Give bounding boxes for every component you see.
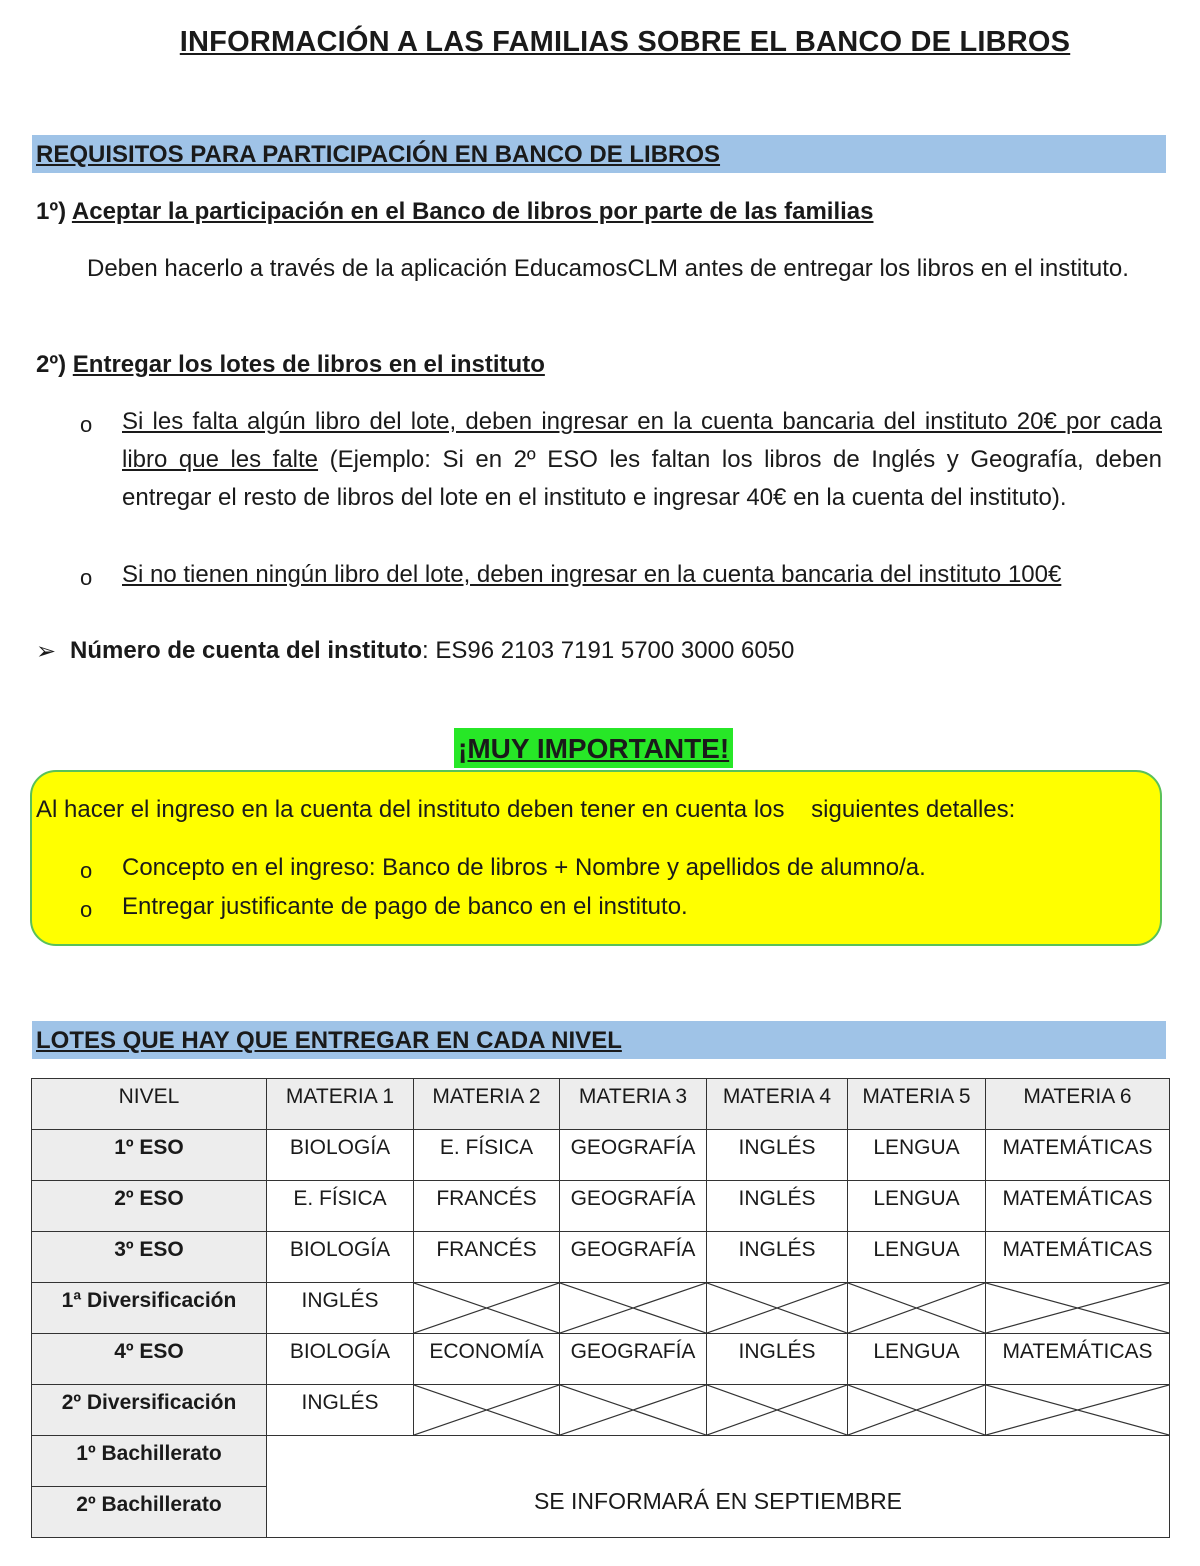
step2-bullet2-text: Si no tienen ningún libro del lote, deben ingresar en la cuenta bancaria del instituto 100€ [122,561,1062,588]
subject-cell: MATEMÁTICAS [986,1130,1170,1181]
cross-out-icon [707,1283,847,1333]
bullet-circle-icon: o [80,858,93,883]
subject-cell: LENGUA [848,1232,986,1283]
subject-cell: LENGUA [848,1334,986,1385]
subject-cell: BIOLOGÍA [267,1334,414,1385]
subject-cell: GEOGRAFÍA [560,1130,707,1181]
table-row [32,1283,1170,1334]
table-row [32,1181,1170,1232]
step1-text: Deben hacerlo a través de la aplicación EducamosCLM antes de entregar los libros en el instituto. [87,255,1129,282]
step2-bullet2 [122,556,1167,594]
bullet-circle-icon: o [80,412,93,437]
table-header-row [32,1079,1170,1130]
account-value: : ES96 2103 7191 5700 3000 6050 [422,637,795,664]
important-title: ¡MUY IMPORTANTE! [454,728,733,768]
crossed-out-cell [986,1385,1170,1436]
lotes-heading: LOTES QUE HAY QUE ENTREGAR EN CADA NIVEL [36,1027,622,1054]
cross-out-icon [707,1385,847,1435]
crossed-out-cell [560,1385,707,1436]
subject-cell: E. FÍSICA [267,1181,414,1232]
subject-cell: INGLÉS [707,1334,848,1385]
column-header: NIVEL [32,1079,267,1130]
crossed-out-cell [414,1283,560,1334]
table-row [32,1232,1170,1283]
step1-number: 1º) [36,198,67,225]
level-cell: 1º ESO [32,1130,267,1181]
important-bullet2: Entregar justificante de pago de banco en el instituto. [122,893,688,920]
arrow-bullet-icon: ➢ [36,638,57,665]
page-title: INFORMACIÓN A LAS FAMILIAS SOBRE EL BANCO DE LIBROS [179,26,1071,58]
table-row [32,1385,1170,1436]
crossed-out-cell [848,1283,986,1334]
table-row [32,1436,1170,1487]
important-bullet1: Concepto en el ingreso: Banco de libros + Nombre y apellidos de alumno/a. [122,854,926,881]
subject-cell: INGLÉS [707,1181,848,1232]
crossed-out-cell [707,1385,848,1436]
cross-out-icon [560,1283,706,1333]
subject-cell: BIOLOGÍA [267,1232,414,1283]
level-cell: 1ª Diversificación [32,1283,267,1334]
subject-cell: GEOGRAFÍA [560,1232,707,1283]
bachillerato-note: SE INFORMARÁ EN SEPTIEMBRE [267,1436,1170,1538]
cross-out-icon [848,1283,985,1333]
subject-cell: FRANCÉS [414,1181,560,1232]
crossed-out-cell [707,1283,848,1334]
subject-cell: INGLÉS [707,1232,848,1283]
level-cell: 2º ESO [32,1181,267,1232]
level-cell: 2º Diversificación [32,1385,267,1436]
subject-cell: LENGUA [848,1181,986,1232]
subject-cell: ECONOMÍA [414,1334,560,1385]
step2-title: Entregar los lotes de libros en el instituto [72,351,545,378]
column-header: MATERIA 3 [560,1079,707,1130]
subject-cell: E. FÍSICA [414,1130,560,1181]
subject-cell: INGLÉS [267,1283,414,1334]
subject-cell: MATEMÁTICAS [986,1334,1170,1385]
bullet-circle-icon: o [80,897,93,922]
lotes-heading-bar [32,1021,1166,1059]
lotes-table [31,1078,1170,1538]
account-label: Número de cuenta del instituto [70,637,423,664]
crossed-out-cell [560,1283,707,1334]
cross-out-icon [986,1385,1169,1435]
cross-out-icon [414,1385,559,1435]
subject-cell: GEOGRAFÍA [560,1181,707,1232]
subject-cell: LENGUA [848,1130,986,1181]
subject-cell: GEOGRAFÍA [560,1334,707,1385]
table-row [32,1130,1170,1181]
step2-heading [36,351,545,379]
column-header: MATERIA 1 [267,1079,414,1130]
bullet-circle-icon: o [80,565,93,590]
important-intro: Al hacer el ingreso en la cuenta del instituto deben tener en cuenta los siguientes detalles: [36,796,1016,823]
requisitos-heading-bar [32,135,1166,173]
column-header: MATERIA 6 [986,1079,1170,1130]
subject-cell: INGLÉS [267,1385,414,1436]
step2-bullet1 [122,403,1162,517]
cross-out-icon [560,1385,706,1435]
column-header: MATERIA 4 [707,1079,848,1130]
step1-title: Aceptar la participación en el Banco de libros por parte de las familias [71,198,874,225]
step1-heading [36,198,873,226]
crossed-out-cell [848,1385,986,1436]
subject-cell: INGLÉS [707,1130,848,1181]
level-cell: 3º ESO [32,1232,267,1283]
level-cell: 1º Bachillerato [32,1436,267,1487]
cross-out-icon [986,1283,1169,1333]
level-cell: 4º ESO [32,1334,267,1385]
cross-out-icon [848,1385,985,1435]
column-header: MATERIA 5 [848,1079,986,1130]
step2-bullet1-rest: (Ejemplo: Si en 2º ESO les faltan los libros de Inglés y Geografía, deben entregar el resto de libros del lote en el instituto e ingresar 40€ en la cuenta del instituto). [122,446,1162,511]
step2-number: 2º) [36,351,67,378]
subject-cell: MATEMÁTICAS [986,1232,1170,1283]
step2-bullet1-underlined: Si les falta algún libro del lote, deben ingresar en la cuenta bancaria del instituto 20€ por cada libro que les falte [122,408,1162,473]
table-row [32,1334,1170,1385]
requisitos-heading: REQUISITOS PARA PARTICIPACIÓN EN BANCO DE LIBROS [36,141,721,168]
subject-cell: FRANCÉS [414,1232,560,1283]
cross-out-icon [414,1283,559,1333]
crossed-out-cell [986,1283,1170,1334]
level-cell: 2º Bachillerato [32,1487,267,1538]
column-header: MATERIA 2 [414,1079,560,1130]
account-line [70,637,794,665]
subject-cell: BIOLOGÍA [267,1130,414,1181]
crossed-out-cell [414,1385,560,1436]
subject-cell: MATEMÁTICAS [986,1181,1170,1232]
